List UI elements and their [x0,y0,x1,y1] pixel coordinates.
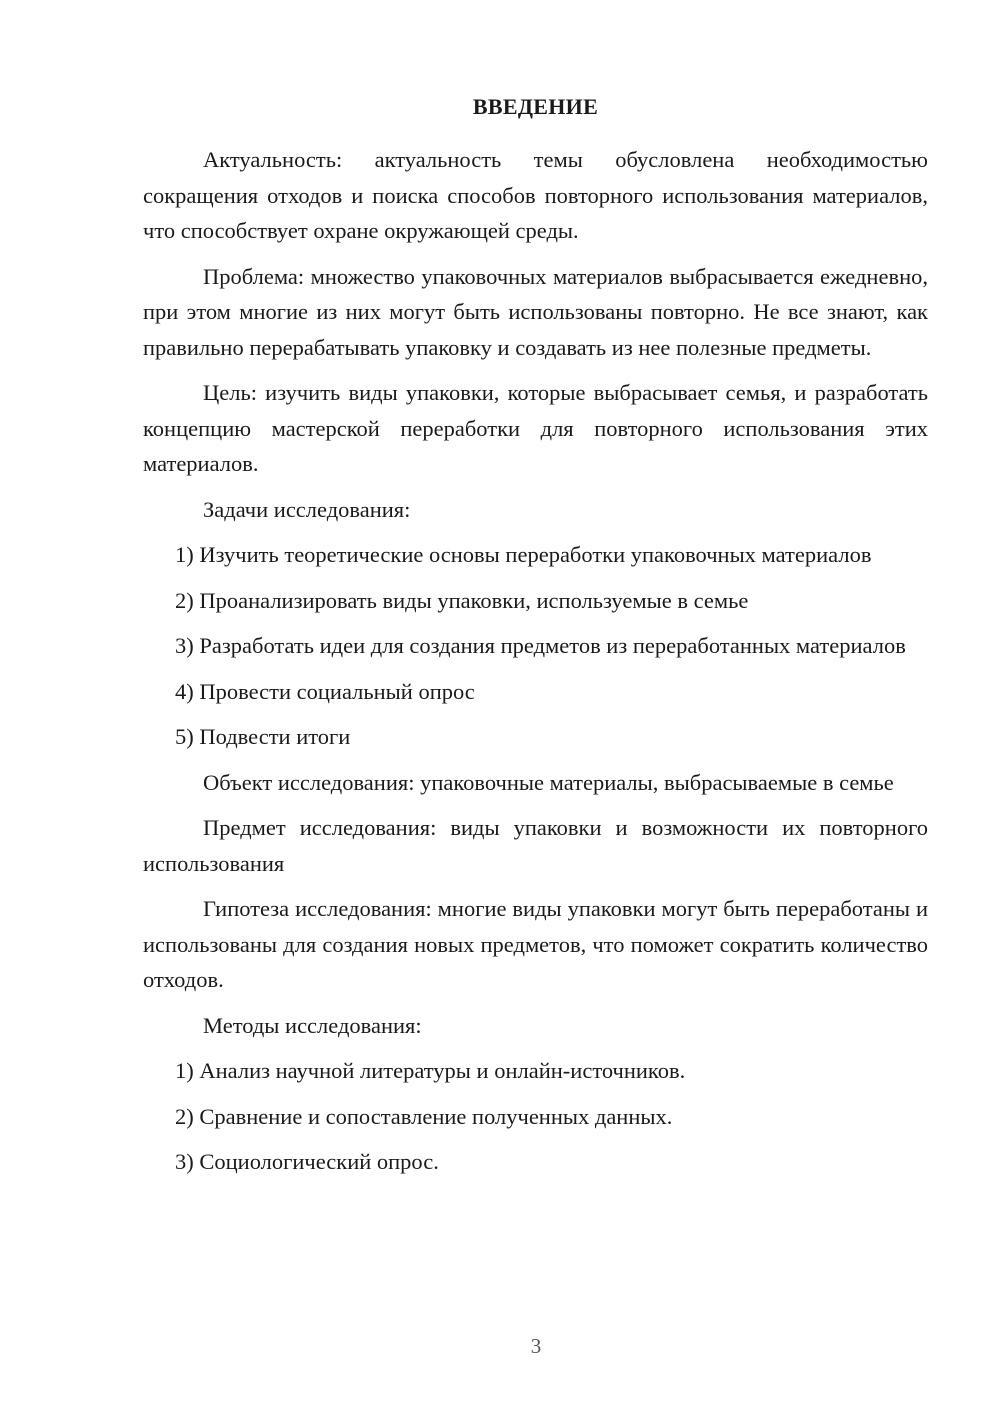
method-item-3: 3) Социологический опрос. [175,1149,439,1174]
task-item-4: 4) Провести социальный опрос [175,678,475,704]
object-paragraph: Объект исследования: упаковочные материалы, выбрасываемые в семье [203,769,894,795]
problem-paragraph: Проблема: множество упаковочных материалов выбрасывается ежедневно, при этом многие из них могут быть использованы повторно. Не все знают, как правильно перерабатывать упаковку и создавать из нее полезные предметы. [143,263,928,360]
method-item-1: 1) Анализ научной литературы и онлайн-источников. [175,1058,686,1083]
task-item-1: 1) Изучить теоретические основы переработки упаковочных материалов [175,542,872,567]
goal-paragraph: Цель: изучить виды упаковки, которые выбрасывает семья, и разработать концепцию мастерской переработки для повторного использования этих материалов. [143,380,928,476]
document-body [143,94,928,1190]
page-number: 3 [530,1334,542,1358]
task-item-2: 2) Проанализировать виды упаковки, используемые в семье [175,587,749,613]
task-item-5: 5) Подвести итоги [175,724,351,749]
hypothesis-paragraph: Гипотеза исследования: многие виды упаковки могут быть переработаны и использованы для создания новых предметов, что поможет сократить количество отходов. [143,896,928,992]
tasks-heading: Задачи исследования: [203,496,411,522]
page-title: ВВЕДЕНИЕ [472,94,599,119]
methods-heading: Методы исследования: [203,1012,422,1038]
task-item-3: 3) Разработать идеи для создания предметов из переработанных материалов [175,633,906,658]
subject-paragraph: Предмет исследования: виды упаковки и возможности их повторного использования [143,815,928,876]
relevance-paragraph: Актуальность: актуальность темы обусловлена необходимостью сокращения отходов и поиска способов повторного использования материалов, что способствует охране окружающей среды. [143,147,928,243]
method-item-2: 2) Сравнение и сопоставление полученных данных. [175,1103,673,1129]
